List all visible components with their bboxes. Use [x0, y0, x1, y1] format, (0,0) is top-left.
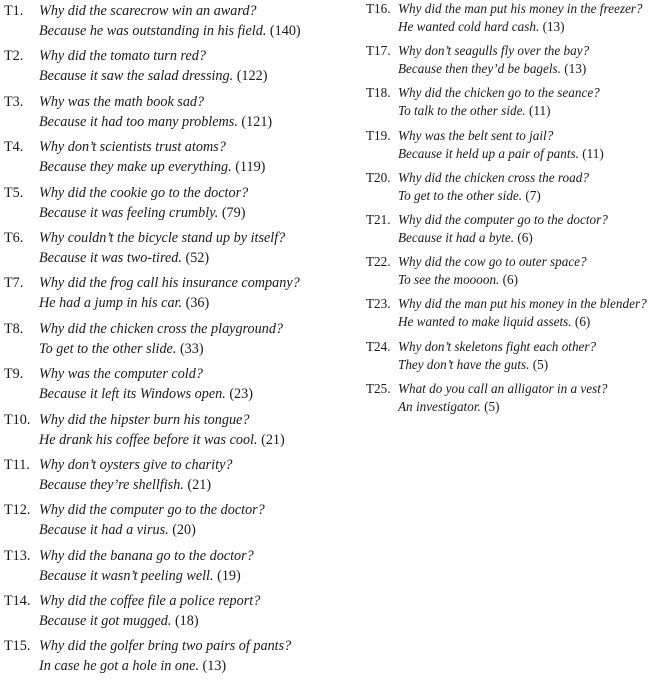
- joke-label: T25.: [366, 380, 391, 396]
- joke-answer-line: [39, 566, 356, 586]
- joke-count: (52): [185, 249, 210, 266]
- joke-label: T19.: [366, 127, 391, 143]
- joke-answer-line: [398, 356, 660, 374]
- joke-item-t18: [366, 84, 660, 126]
- joke-question: Why did the frog call his insurance company?: [39, 275, 300, 292]
- joke-count: (79): [221, 204, 246, 221]
- joke-answer: To talk to the other side.: [398, 103, 526, 119]
- joke-label: T7.: [4, 275, 24, 292]
- joke-question: What do you call an alligator in a vest?: [398, 380, 608, 396]
- joke-count: (13): [202, 658, 227, 675]
- joke-answer-line: [39, 248, 356, 268]
- joke-answer: To get to the other side.: [398, 187, 523, 203]
- joke-answer-line: [39, 293, 356, 313]
- joke-item-t21: [366, 211, 660, 253]
- joke-list-left-column: [4, 0, 356, 682]
- joke-count: (7): [525, 187, 541, 203]
- joke-item-t4: [4, 137, 356, 182]
- joke-label: T18.: [366, 85, 391, 101]
- joke-question: Why did the tomato turn red?: [39, 48, 206, 65]
- joke-question: Why don’t scientists trust atoms?: [39, 139, 226, 156]
- joke-label: T8.: [4, 320, 24, 337]
- joke-question: Why did the banana go to the doctor?: [39, 547, 254, 564]
- joke-item-t14: [4, 591, 356, 636]
- joke-label: T3.: [4, 93, 24, 110]
- joke-label: T21.: [366, 211, 391, 227]
- joke-answer: Because it had too many problems.: [39, 113, 238, 130]
- joke-label: T17.: [366, 43, 391, 59]
- joke-count: (21): [187, 476, 212, 493]
- joke-item-t3: [4, 92, 356, 137]
- joke-item-t13: [4, 546, 356, 591]
- joke-item-t7: [4, 273, 356, 318]
- joke-answer: Because it had a byte.: [398, 229, 515, 245]
- joke-item-t1: [4, 1, 356, 46]
- joke-label: T15.: [4, 638, 31, 655]
- joke-label: T12.: [4, 502, 31, 519]
- joke-item-t22: [366, 253, 660, 295]
- joke-count: (13): [564, 61, 587, 77]
- joke-label: T11.: [4, 456, 30, 473]
- joke-count: (23): [229, 386, 253, 403]
- joke-question: Why couldn’t the bicycle stand up by itself?: [39, 229, 286, 246]
- joke-answer-line: [39, 430, 356, 450]
- joke-question: Why don’t oysters give to charity?: [39, 456, 233, 473]
- joke-label: T14.: [4, 593, 31, 610]
- joke-answer: Because it held up a pair of pants.: [398, 145, 579, 161]
- joke-item-t23: [366, 295, 660, 337]
- joke-answer: Because it got mugged.: [39, 613, 172, 630]
- joke-question: Why did the computer go to the doctor?: [398, 211, 608, 227]
- joke-label: T22.: [366, 254, 391, 270]
- joke-count: (6): [517, 229, 533, 245]
- joke-count: (19): [217, 567, 241, 584]
- joke-question: Why did the cookie go to the doctor?: [39, 184, 249, 201]
- joke-answer: He wanted to make liquid assets.: [398, 314, 572, 330]
- joke-answer: Because they make up everything.: [39, 159, 232, 176]
- joke-label: T24.: [366, 338, 391, 354]
- joke-answer-line: [39, 339, 356, 359]
- joke-count: (33): [179, 340, 204, 357]
- joke-count: (5): [532, 356, 549, 372]
- joke-item-t9: [4, 364, 356, 409]
- joke-question: Why did the hipster burn his tongue?: [39, 411, 250, 428]
- joke-question: Why did the golfer bring two pairs of pants?: [39, 638, 292, 655]
- joke-count: (20): [172, 522, 196, 539]
- joke-label: T16.: [366, 1, 391, 16]
- joke-label: T6.: [4, 229, 24, 246]
- joke-label: T4.: [4, 139, 24, 156]
- joke-answer-line: [39, 656, 356, 676]
- joke-answer-line: [398, 229, 660, 247]
- joke-answer-line: [398, 187, 660, 205]
- joke-question: Why don’t skeletons fight each other?: [398, 338, 597, 354]
- joke-item-t5: [4, 183, 356, 228]
- joke-answer: Because it was two-tired.: [39, 249, 182, 266]
- joke-answer: In case he got a hole in one.: [39, 658, 199, 675]
- joke-item-t2: [4, 46, 356, 91]
- joke-answer-line: [39, 203, 356, 223]
- joke-count: (5): [484, 398, 500, 414]
- joke-answer: He had a jump in his car.: [39, 295, 183, 312]
- joke-count: (11): [529, 103, 551, 119]
- joke-label: T2.: [4, 48, 24, 65]
- joke-answer-line: [398, 18, 660, 36]
- joke-question: Why did the chicken cross the playground?: [39, 320, 284, 337]
- joke-answer-line: [39, 475, 356, 495]
- joke-answer-line: [398, 271, 660, 289]
- joke-label: T23.: [366, 296, 391, 312]
- joke-answer-line: [39, 112, 356, 132]
- joke-item-t20: [366, 169, 660, 211]
- joke-item-t19: [366, 127, 660, 169]
- joke-count: (18): [174, 613, 199, 630]
- joke-answer: Because it left its Windows open.: [39, 386, 226, 403]
- joke-answer: Because it wasn’t peeling well.: [39, 567, 214, 584]
- joke-question: Why did the scarecrow win an award?: [39, 3, 257, 19]
- joke-question: Why did the cow go to outer space?: [398, 254, 587, 270]
- joke-list-right-column: [366, 0, 660, 422]
- joke-answer-line: [398, 398, 660, 416]
- joke-question: Why did the man put his money in the freezer?: [398, 1, 643, 16]
- joke-answer-line: [39, 66, 356, 86]
- joke-item-t25: [366, 380, 660, 422]
- joke-answer: Because it saw the salad dressing.: [39, 68, 234, 85]
- joke-item-t17: [366, 42, 660, 84]
- joke-question: Why was the belt sent to jail?: [398, 127, 554, 143]
- joke-count: (6): [574, 314, 591, 330]
- joke-answer-line: [398, 145, 660, 163]
- joke-question: Why did the chicken go to the seance?: [398, 85, 600, 101]
- joke-question: Why was the math book sad?: [39, 93, 205, 110]
- joke-label: T20.: [366, 169, 391, 185]
- joke-count: (119): [235, 159, 266, 176]
- joke-label: T13.: [4, 547, 31, 564]
- joke-question: Why don’t seagulls fly over the bay?: [398, 43, 590, 59]
- joke-question: Why did the chicken cross the road?: [398, 169, 589, 185]
- joke-item-t16: [366, 0, 660, 42]
- joke-answer-line: [39, 520, 356, 540]
- joke-answer: To get to the other slide.: [39, 340, 177, 357]
- joke-answer: They don’t have the guts.: [398, 356, 530, 372]
- joke-count: (13): [542, 19, 565, 34]
- joke-answer-line: [398, 60, 660, 78]
- joke-answer: Because he was outstanding in his field.: [39, 23, 267, 39]
- joke-count: (6): [502, 272, 519, 288]
- joke-item-t12: [4, 500, 356, 545]
- joke-question: Why did the coffee file a police report?: [39, 593, 261, 610]
- joke-count: (21): [261, 431, 285, 448]
- joke-item-t6: [4, 228, 356, 273]
- joke-answer-line: [39, 21, 356, 41]
- joke-answer: Because it was feeling crumbly.: [39, 204, 219, 221]
- joke-count: (121): [241, 113, 273, 130]
- joke-answer: He wanted cold hard cash.: [398, 19, 540, 34]
- joke-answer: He drank his coffee before it was cool.: [39, 431, 258, 448]
- joke-item-t15: [4, 636, 356, 681]
- joke-label: T10.: [4, 411, 31, 428]
- joke-question: Why did the computer go to the doctor?: [39, 502, 265, 519]
- joke-label: T1.: [4, 3, 24, 19]
- joke-question: Why did the man put his money in the blender?: [398, 296, 647, 312]
- joke-answer-line: [39, 611, 356, 631]
- joke-question: Why was the computer cold?: [39, 366, 203, 383]
- joke-item-t11: [4, 455, 356, 500]
- joke-answer-line: [398, 102, 660, 120]
- joke-answer: Because they’re shellfish.: [39, 476, 184, 493]
- joke-count: (36): [185, 295, 210, 312]
- joke-answer: An investigator.: [398, 398, 481, 414]
- joke-answer-line: [39, 384, 356, 404]
- joke-answer: Because it had a virus.: [39, 522, 169, 539]
- joke-item-t24: [366, 338, 660, 380]
- joke-count: (140): [269, 23, 301, 39]
- joke-answer-line: [398, 313, 660, 331]
- joke-label: T9.: [4, 366, 24, 383]
- joke-count: (122): [236, 68, 268, 85]
- joke-count: (11): [582, 145, 604, 161]
- joke-item-t8: [4, 319, 356, 364]
- joke-answer-line: [39, 157, 356, 177]
- joke-label: T5.: [4, 184, 24, 201]
- joke-answer: To see the moooon.: [398, 272, 500, 288]
- joke-item-t10: [4, 410, 356, 455]
- joke-answer: Because then they’d be bagels.: [398, 61, 561, 77]
